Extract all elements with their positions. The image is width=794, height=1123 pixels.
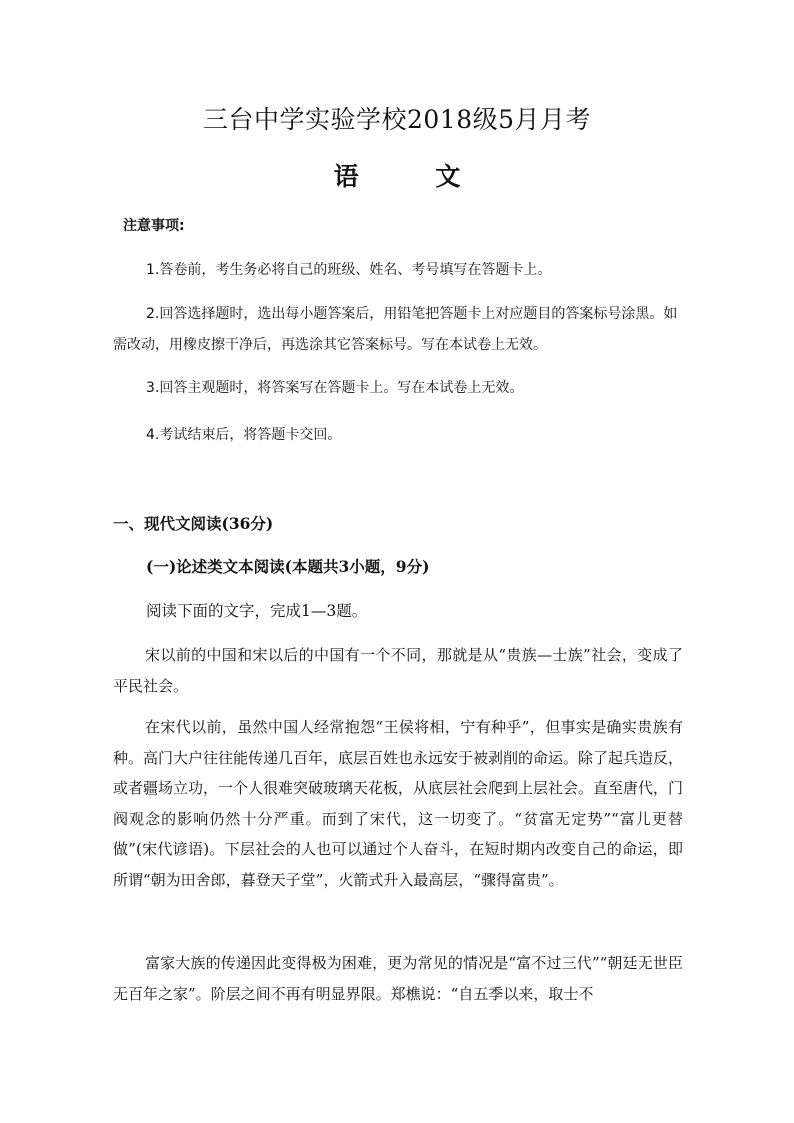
subsection-heading: (一)论述类文本阅读(本题共3小题，9分) [146,557,430,576]
passage-paragraph: 宋以前的中国和宋以后的中国有一个不同，那就是从“贵族—士族”社会，变成了平民社会。 [113,646,683,695]
passage-paragraph: 在宋代以前，虽然中国人经常抱怨“王侯将相，宁有种乎”，但事实是确实贵族有种。高门大户往往能传递几百年，底层百姓也永远安于被剥削的命运。除了起兵造反，或者疆场立功，一个人很难突破玻璃天花板，从底层社会爬到上层社会。直至唐代，门阀观念的影响仍然十分严重。而到了宋代，这一切变了。“贫富无定势”“富儿更替做”(宋代谚语)。下层社会的人也可以通过个人奋斗，在短时期内改变自己的命运，即所谓“朝为田舍郎，暮登天子堂”，火箭式升入最高层，“骤得富贵”。 [113,718,684,889]
reading-instruction: 阅读下面的文字，完成1—3题。 [146,602,368,620]
passage-paragraph: 富家大族的传递因此变得极为困难，更为常见的情况是“富不过三代”“朝廷无世臣无百年之家”。阶层之间不再有明显界限。郑樵说：“自五季以来，取士不 [113,954,683,1003]
exam-title: 三台中学实验学校2018级5月月考 [202,105,592,134]
notice-item-1: 1.答卷前，考生务必将自己的班级、姓名、考号填写在答题卡上。 [146,262,552,278]
section-heading: 一、现代文阅读(36分) [113,514,274,533]
subject-title: 语 文 [333,162,495,191]
notice-item-2-line-1: 2.回答选择题时，选出每小题答案后，用铅笔把答题卡上对应题目的答案标号涂黑。如 [146,306,678,322]
notice-item-2-line-2: 需改动，用橡皮擦干净后，再选涂其它答案标号。写在本试卷上无效。 [113,337,547,353]
notice-item-3: 3.回答主观题时，将答案写在答题卡上。写在本试卷上无效。 [146,380,524,396]
notice-heading: 注意事项: [123,218,185,234]
notice-item-4: 4.考试结束后，将答题卡交回。 [146,427,342,443]
